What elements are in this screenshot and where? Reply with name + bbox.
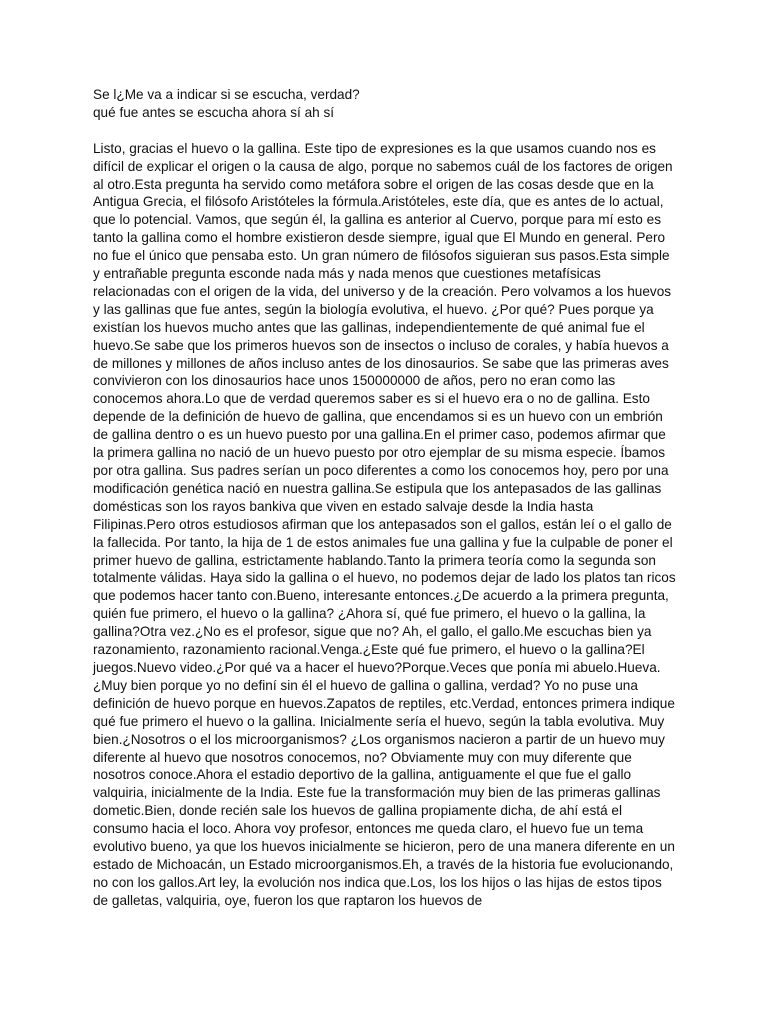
document-page [93, 86, 677, 910]
intro-line-1: Se l¿Me va a indicar si se escucha, verdad? [93, 87, 360, 102]
body-paragraph: Listo, gracias el huevo o la gallina. Este tipo de expresiones es la que usamos cuando nos es difícil de explicar el origen o la causa de algo, porque no sabemos cuál de los factores de origen al otro.Esta pregunta ha servido como metáfora sobre el origen de las cosas desde que en la Antigua Grecia, el filósofo Aristóteles la fórmula.Aristóteles, este día, que es antes de lo actual, que lo potencial. Vamos, que según él, la gallina es anterior al Cuervo, porque para mí esto es tanto la gallina como el hombre existieron desde siempre, igual que El Mundo en general. Pero no fue el único que pensaba esto. Un gran número de filósofos siguieran sus pasos.Esta simple y entrañable pregunta esconde nada más y nada menos que cuestiones metafísicas relacionadas con el origen de la vida, del universo y de la creación. Pero volvamos a los huevos y las gallinas que fue antes, según la biología evolutiva, el huevo. ¿Por qué? Pues porque ya existían los huevos mucho antes que las gallinas, independientemente de qué animal fue el huevo.Se sabe que los primeros huevos son de insectos o incluso de corales, y había huevos a de millones y millones de años incluso antes de los dinosaurios. Se sabe que las primeras aves convivieron con los dinosaurios hace unos 150000000 de años, pero no eran como las conocemos ahora.Lo que de verdad queremos saber es si el huevo era o no de gallina. Esto depende de la definición de huevo de gallina, que encendamos si es un huevo con un embrión de gallina dentro o es un huevo puesto por una gallina.En el primer caso, podemos afirmar que la primera gallina no nació de un huevo puesto por otro ejemplar de su misma especie. Íbamos por otra gallina. Sus padres serían un poco diferentes a como los conocemos hoy, pero por una modificación genética nació en nuestra gallina.Se estipula que los antepasados de las gallinas domésticas son los rayos bankiva que viven en estado salvaje desde la India hasta Filipinas.Pero otros estudiosos afirman que los antepasados son el gallos, están leí o el gallo de la fallecida. Por tanto, la hija de 1 de estos animales fue una gallina y fue la culpable de poner el primer huevo de gallina, estrictamente hablando.Tanto la primera teoría como la segunda son totalmente válidas. Haya sido la gallina o el huevo, no podemos dejar de lado los platos tan ricos que podemos hacer tanto con.Bueno, interesante entonces.¿De acuerdo a la primera pregunta, quién fue primero, el huevo o la gallina? ¿Ahora sí, qué fue primero, el huevo o la gallina, la gallina?Otra vez.¿No es el profesor, sigue que no? Ah, el gallo, el gallo.Me escuchas bien ya razonamiento, razonamiento racional.Venga.¿Este qué fue primero, el huevo o la gallina?El juegos.Nuevo video.¿Por qué va a hacer el huevo?Porque.Veces que ponía mi abuelo.Hueva.¿Muy bien porque yo no definí sin él el huevo de gallina o gallina, verdad? Yo no puse una definición de huevo porque en huevos.Zapatos de reptiles, etc.Verdad, entonces primera indique qué fue primero el huevo o la gallina. Inicialmente sería el huevo, según la tabla evolutiva. Muy bien.¿Nosotros o el los microorganismos? ¿Los organismos nacieron a partir de un huevo muy diferente al huevo que nosotros conocemos, no? Obviamente muy con muy diferente que nosotros conoce.Ahora el estadio deportivo de la gallina, antiguamente el que fue el gallo valquiria, inicialmente de la India. Este fue la transformación muy bien de las primeras gallinas dometic.Bien, donde recién sale los huevos de gallina propiamente dicha, de ahí está el consumo hacia el loco. Ahora voy profesor, entonces me queda claro, el huevo fue un tema evolutivo bueno, ya que los huevos inicialmente se hicieron, pero de una manera diferente en un estado de Michoacán, un Estado microorganismos.Eh, a través de la historia fue evolucionando, no con los gallos.Art ley, la evolución nos indica que.Los, los los hijos o las hijas de estos tipos de galletas, valquiria, oye, fueron los que raptaron los huevos de [93, 140, 676, 908]
body-block [93, 140, 677, 910]
intro-block [93, 86, 677, 122]
intro-line-2: qué fue antes se escucha ahora sí ah sí [93, 104, 335, 120]
